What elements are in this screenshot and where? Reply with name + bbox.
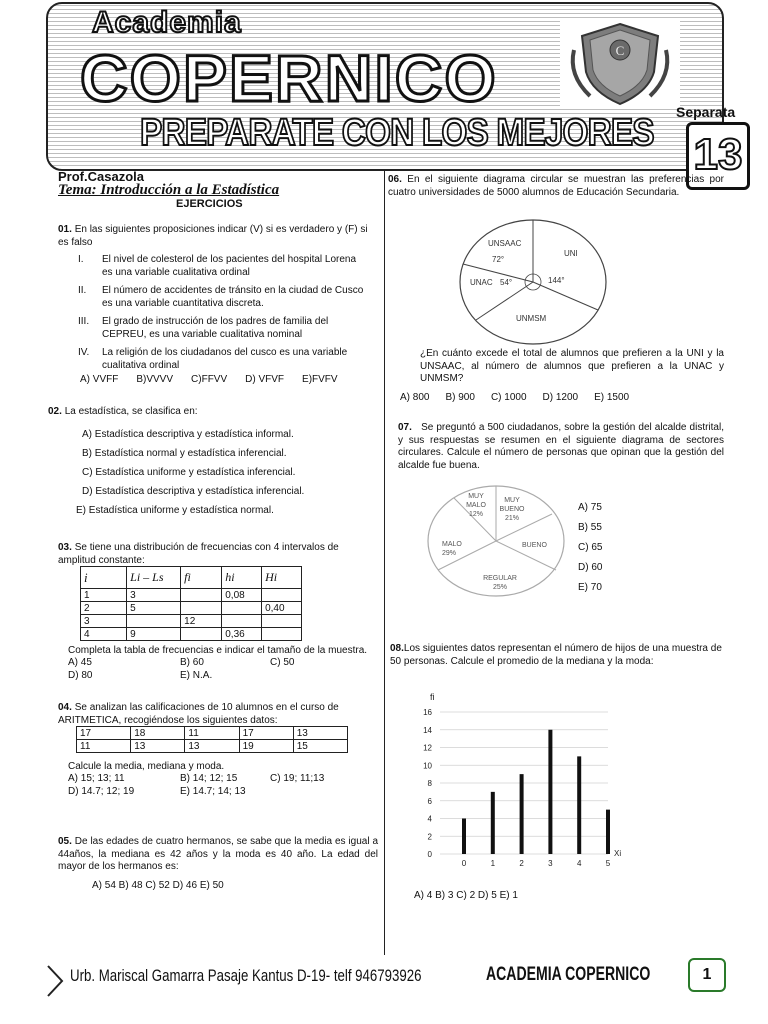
question-text: La estadística, se clasifica en: <box>64 406 198 417</box>
option: C) 19; 11;13 <box>270 773 325 784</box>
table-row: 3 12 <box>81 615 302 628</box>
question-number: 03. <box>58 542 72 553</box>
pie-angle-54: 54° <box>500 278 513 287</box>
y-tick-label: 6 <box>427 796 432 806</box>
option: D) 80 <box>68 669 93 681</box>
y-tick-label: 4 <box>427 814 432 824</box>
q01-items <box>78 254 368 372</box>
pie-label-muy-bueno: MUY <box>504 497 520 504</box>
question-01 <box>58 224 368 249</box>
footer-brand: ACADEMIA COPERNICO <box>486 964 651 985</box>
q08-options: A) 4 B) 3 C) 2 D) 5 E) 1 <box>414 890 518 901</box>
question-number: 08. <box>390 643 404 654</box>
x-tick-label: 0 <box>461 859 467 868</box>
question-text: Los siguientes datos representan el número de hijos de una muestra de 50 personas. Calcule el promedio de la mediana y la moda: <box>390 643 722 667</box>
option: E) 14.7; 14; 13 <box>180 785 246 797</box>
option: A) 45 <box>68 657 92 668</box>
list-item: II. El número de accidentes de tránsito en la ciudad de Cusco es una variable cuantitativa discreta. <box>78 285 364 309</box>
academy-logo <box>560 20 680 106</box>
q06-question: ¿En cuánto excede el total de alumnos que prefieren a la UNI y la UNSAAC, al número de alumnos que prefieren a la UNAC y UNMSM? <box>420 348 724 384</box>
question-text: Se tiene una distribución de frecuencias con 4 intervalos de amplitud constante: <box>58 542 339 566</box>
question-number: 05. <box>58 836 72 847</box>
question-number: 07. <box>398 422 412 433</box>
option: C) Estadística uniforme y estadística inferencial. <box>82 467 296 478</box>
table-row: 1 3 0,08 <box>81 589 302 602</box>
option: C) 65 <box>578 542 603 553</box>
exercises-heading: EJERCICIOS <box>176 198 243 210</box>
pie-label-muy-malo-2: MALO <box>466 502 486 509</box>
option: C) 50 <box>270 657 295 668</box>
pie-pct-regular: 25% <box>492 584 508 591</box>
pie-pct-malo: 29% <box>442 550 457 557</box>
pie-label-bueno: BUENO <box>522 542 547 549</box>
y-tick-label: 14 <box>423 725 432 735</box>
svg-text:C: C <box>615 43 625 58</box>
pie-label-muy-malo: MUY <box>468 493 484 500</box>
option: D) 60 <box>578 562 603 573</box>
header-slogan: PREPARATE CON LOS MEJORES <box>140 112 654 154</box>
option: B) 14; 12; 15 <box>180 773 238 784</box>
table-row: 2 5 0,40 <box>81 602 302 615</box>
list-item: I. El nivel de colesterol de los pacientes del hospital Lorena es una variable cualitativa ordinal <box>78 254 357 278</box>
y-tick-label: 10 <box>423 761 432 771</box>
option: E) 1500 <box>594 392 630 403</box>
chevron-right-icon <box>46 964 66 998</box>
x-tick-label: 2 <box>519 859 524 868</box>
x-tick-label: 5 <box>605 859 611 868</box>
x-tick-label: 4 <box>576 859 582 868</box>
y-axis-label: fi <box>430 692 435 702</box>
bar <box>606 810 610 854</box>
y-tick-label: 8 <box>427 779 432 788</box>
q02-options <box>76 425 305 520</box>
pie-pct-muy-bueno: 21% <box>504 515 520 522</box>
question-text: De las edades de cuatro hermanos, se sabe que la media es igual a 44años, la mediana es 42 años y la moda es 40 año. La edad del mayor de los hermanos es: <box>58 836 379 872</box>
pie-pct-muy-malo: 12% <box>468 511 484 518</box>
separata-label: Separata <box>676 104 736 120</box>
separata-number: 13 <box>686 122 750 190</box>
option: B) 60 <box>180 657 204 668</box>
footer-address: Urb. Mariscal Gamarra Pasaje Kantus D-19- telf 946793926 <box>70 966 422 985</box>
frequency-table <box>80 566 302 641</box>
option: A) Estadística descriptiva y estadística informal. <box>82 429 294 440</box>
list-item: III. El grado de instrucción de los padres de familia del CEPREU, es una variable cualitativa nominal <box>78 316 329 340</box>
header-academia: Academia <box>92 6 242 39</box>
option: B) 55 <box>578 522 602 533</box>
pie-angle-72: 72° <box>492 255 505 264</box>
q03-options <box>68 657 368 682</box>
q06-options <box>400 392 720 405</box>
option: C)FFVV <box>191 374 228 385</box>
question-04 <box>58 702 376 727</box>
pie-label-unmsm: UNMSM <box>516 314 547 323</box>
column-divider <box>384 170 385 955</box>
question-text: Se analizan las calificaciones de 10 alumnos en el curso de ARITMETICA, recogiéndose los siguientes datos: <box>58 702 339 726</box>
question-03 <box>58 542 376 567</box>
option: B) 900 <box>445 392 475 403</box>
mayor-opinion-pie-chart <box>426 484 566 598</box>
x-axis-label: Xi <box>614 849 622 858</box>
question-07 <box>398 422 724 472</box>
table-row: 11 13 13 19 15 <box>77 740 348 753</box>
q03-instruction: Completa la tabla de frecuencias e indicar el tamaño de la muestra. <box>68 645 368 656</box>
page-number: 1 <box>688 958 726 992</box>
x-tick-label: 3 <box>548 859 553 868</box>
pie-label-unsaac: UNSAAC <box>488 239 522 248</box>
option: D) VFVF <box>245 374 285 385</box>
pie-label-regular: REGULAR <box>483 575 517 582</box>
universities-pie-chart <box>458 218 608 348</box>
pie-label-uni: UNI <box>564 249 578 258</box>
option: D) 14.7; 12; 19 <box>68 785 135 797</box>
x-tick-label: 1 <box>490 859 496 868</box>
q04-instruction: Calcule la media, mediana y moda. <box>68 761 225 772</box>
option: E) Estadística uniforme y estadística normal. <box>76 505 274 516</box>
question-text: En el siguiente diagrama circular se muestran las preferencias por cuatro universidades de 5000 alumnos de Educación Secundaria. <box>388 174 725 198</box>
option: D) Estadística descriptiva y estadística inferencial. <box>82 486 305 497</box>
teacher-name: Prof.Casazola <box>58 169 144 184</box>
option: A) 75 <box>578 502 602 513</box>
option: A) VVFF <box>80 374 119 385</box>
question-08 <box>390 643 724 668</box>
pie-label-unac: UNAC <box>470 278 493 287</box>
question-05 <box>58 836 378 874</box>
pie-angle-144: 144° <box>548 276 565 285</box>
table-row: 17 18 11 17 13 <box>77 727 348 740</box>
question-number: 06. <box>388 174 402 185</box>
y-tick-label: 16 <box>423 708 432 717</box>
list-item: IV. La religión de los ciudadanos del cusco es una variable cualitativa ordinal <box>78 347 348 371</box>
question-number: 01. <box>58 224 72 235</box>
option: E)FVFV <box>302 374 338 385</box>
children-bar-chart <box>410 686 636 876</box>
option: B)VVVV <box>136 374 174 385</box>
q07-options <box>578 498 602 598</box>
grades-table <box>76 726 348 753</box>
pie-label-malo: MALO <box>442 541 462 548</box>
y-tick-label: 2 <box>427 832 432 842</box>
option: B) Estadística normal y estadística inferencial. <box>82 448 287 459</box>
q05-options: A) 54 B) 48 C) 52 D) 46 E) 50 <box>92 880 224 891</box>
question-06 <box>388 174 724 199</box>
bar <box>491 792 495 854</box>
option: A) 15; 13; 11 <box>68 773 125 784</box>
topic-title: Tema: Introducción a la Estadística <box>58 182 280 198</box>
y-tick-label: 12 <box>423 743 432 753</box>
table-row: 4 9 0,36 <box>81 628 302 641</box>
option: A) 800 <box>400 392 430 403</box>
question-text: En las siguientes proposiciones indicar (V) si es verdadero y (F) si es falso <box>58 224 368 248</box>
bar <box>520 774 524 854</box>
bar <box>577 756 581 854</box>
bar <box>548 730 552 854</box>
header-copernico: COPERNICO <box>80 41 498 115</box>
bar <box>462 819 466 855</box>
table-header-row: i Li – Ls fi hi Hi <box>81 567 302 589</box>
question-number: 04. <box>58 702 72 713</box>
y-tick-label: 0 <box>427 850 432 859</box>
question-number: 02. <box>48 406 62 417</box>
question-text: Se preguntó a 500 ciudadanos, sobre la gestión del alcalde distrital, y sus respuestas se resumen en el siguiente diagrama de sectores circulares. Calcule el número de personas que opinan que la gestión del alcalde fue buena. <box>398 422 724 471</box>
q01-options <box>80 374 380 387</box>
question-02 <box>48 406 198 419</box>
option: E) 70 <box>578 582 602 593</box>
pie-label-muy-bueno-2: BUENO <box>499 506 525 513</box>
option: C) 1000 <box>490 392 527 403</box>
q04-options <box>68 773 368 798</box>
option: D) 1200 <box>542 392 579 403</box>
option: E) N.A. <box>180 669 213 681</box>
